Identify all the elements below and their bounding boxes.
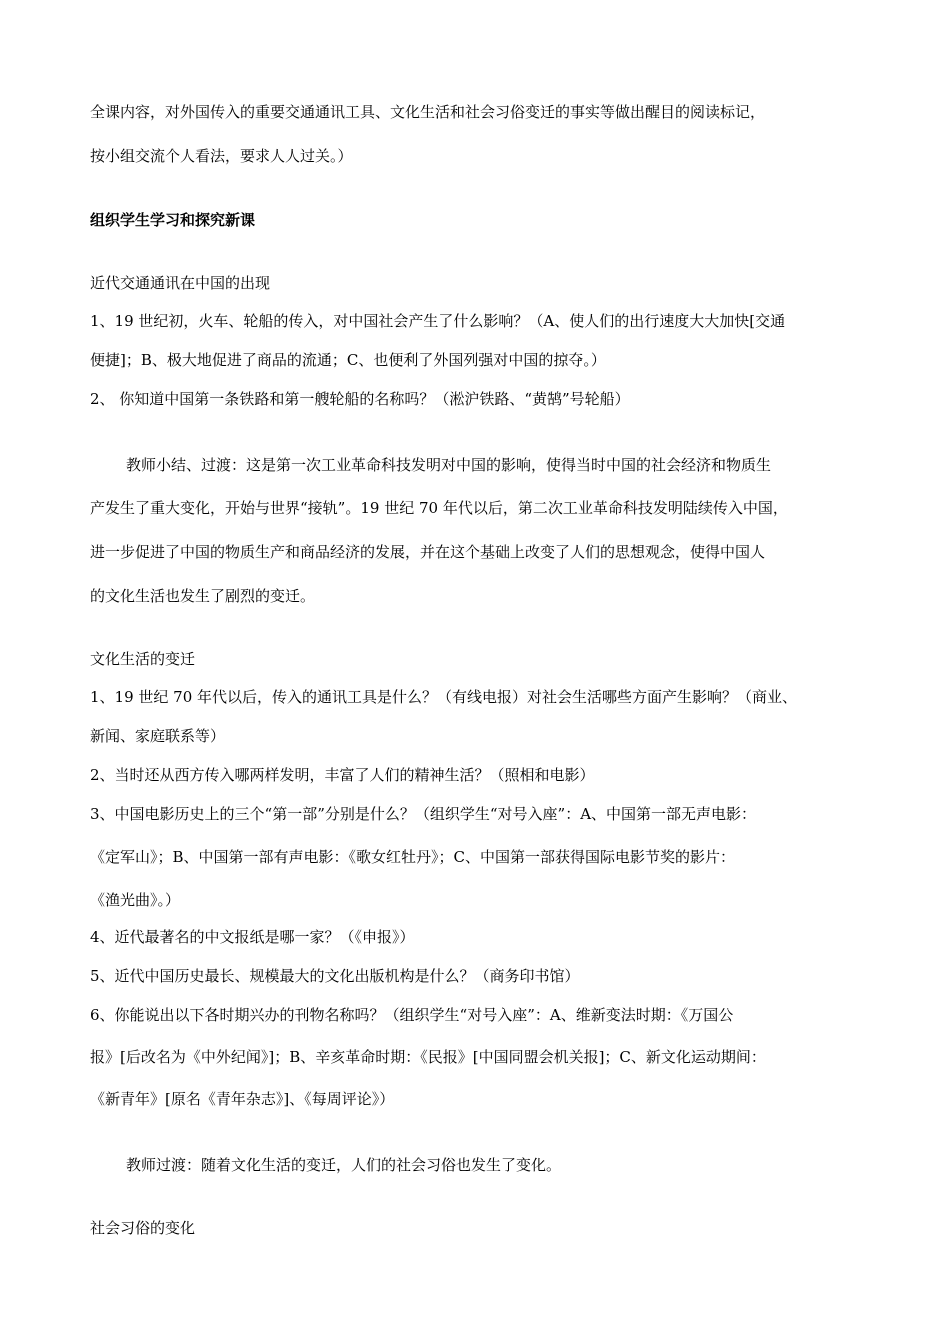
transition-line: 教师过渡：随着文化生活的变迁，人们的社会习俗也发生了变化。 xyxy=(126,1156,562,1174)
question-line: 《新青年》[原名《青年杂志》]、《每周评论》） xyxy=(90,1090,395,1108)
question-line: 2、当时还从西方传入哪两样发明，丰富了人们的精神生活？（照相和电影） xyxy=(90,766,595,784)
question-line: 6、你能说出以下各时期兴办的刊物名称吗？（组织学生“对号入座”：A、维新变法时期：《万国公 xyxy=(90,1006,734,1024)
summary-line: 进一步促进了中国的物质生产和商品经济的发展，并在这个基础上改变了人们的思想观念，使得中国人 xyxy=(90,543,766,561)
summary-line: 教师小结、过渡：这是第一次工业革命科技发明对中国的影响，使得当时中国的社会经济和物质生 xyxy=(126,456,772,474)
question-line: 《定军山》；B、中国第一部有声电影：《歌女红牡丹》；C、中国第一部获得国际电影节奖的影片： xyxy=(90,848,736,866)
question-line: 1、19 世纪初，火车、轮船的传入，对中国社会产生了什么影响？（A、使人们的出行速度大大加快[交通 xyxy=(90,312,786,330)
question-line: 便捷]；B、极大地促进了商品的流通；C、也便利了外国列强对中国的掠夺。） xyxy=(90,351,606,369)
question-line: 1、19 世纪 70 年代以后，传入的通讯工具是什么？（有线电报）对社会生活哪些方面产生影响？（商业、 xyxy=(90,688,798,706)
section-heading: 组织学生学习和探究新课 xyxy=(90,211,256,229)
intro-line-1: 全课内容，对外国传入的重要交通通讯工具、文化生活和社会习俗变迁的事实等做出醒目的阅读标记， xyxy=(90,103,766,121)
section-title-customs: 社会习俗的变化 xyxy=(90,1219,196,1237)
question-line: 5、近代中国历史最长、规模最大的文化出版机构是什么？（商务印书馆） xyxy=(90,967,580,985)
question-line: 报》[后改名为《中外纪闻》]；B、辛亥革命时期：《民报》[中国同盟会机关报]；C、新文化运动期间： xyxy=(90,1048,766,1066)
section-title-transport: 近代交通通讯在中国的出现 xyxy=(90,274,271,292)
intro-line-2: 按小组交流个人看法，要求人人过关。） xyxy=(90,147,353,165)
question-line: 3、中国电影历史上的三个“第一部”分别是什么？（组织学生“对号入座”：A、中国第一部无声电影： xyxy=(90,805,757,823)
summary-line: 的文化生活也发生了剧烈的变迁。 xyxy=(90,587,316,605)
summary-line: 产发生了重大变化，开始与世界“接轨”。19 世纪 70 年代以后，第二次工业革命科技发明陆续传入中国， xyxy=(90,499,788,517)
question-line: 2、 你知道中国第一条铁路和第一艘轮船的名称吗？（淞沪铁路、“黄鹄”号轮船） xyxy=(90,390,630,408)
section-title-culture: 文化生活的变迁 xyxy=(90,650,196,668)
question-line: 新闻、家庭联系等） xyxy=(90,727,226,745)
question-line: 4、近代最著名的中文报纸是哪一家？（《申报》） xyxy=(90,928,415,946)
question-line: 《渔光曲》。） xyxy=(90,891,181,909)
